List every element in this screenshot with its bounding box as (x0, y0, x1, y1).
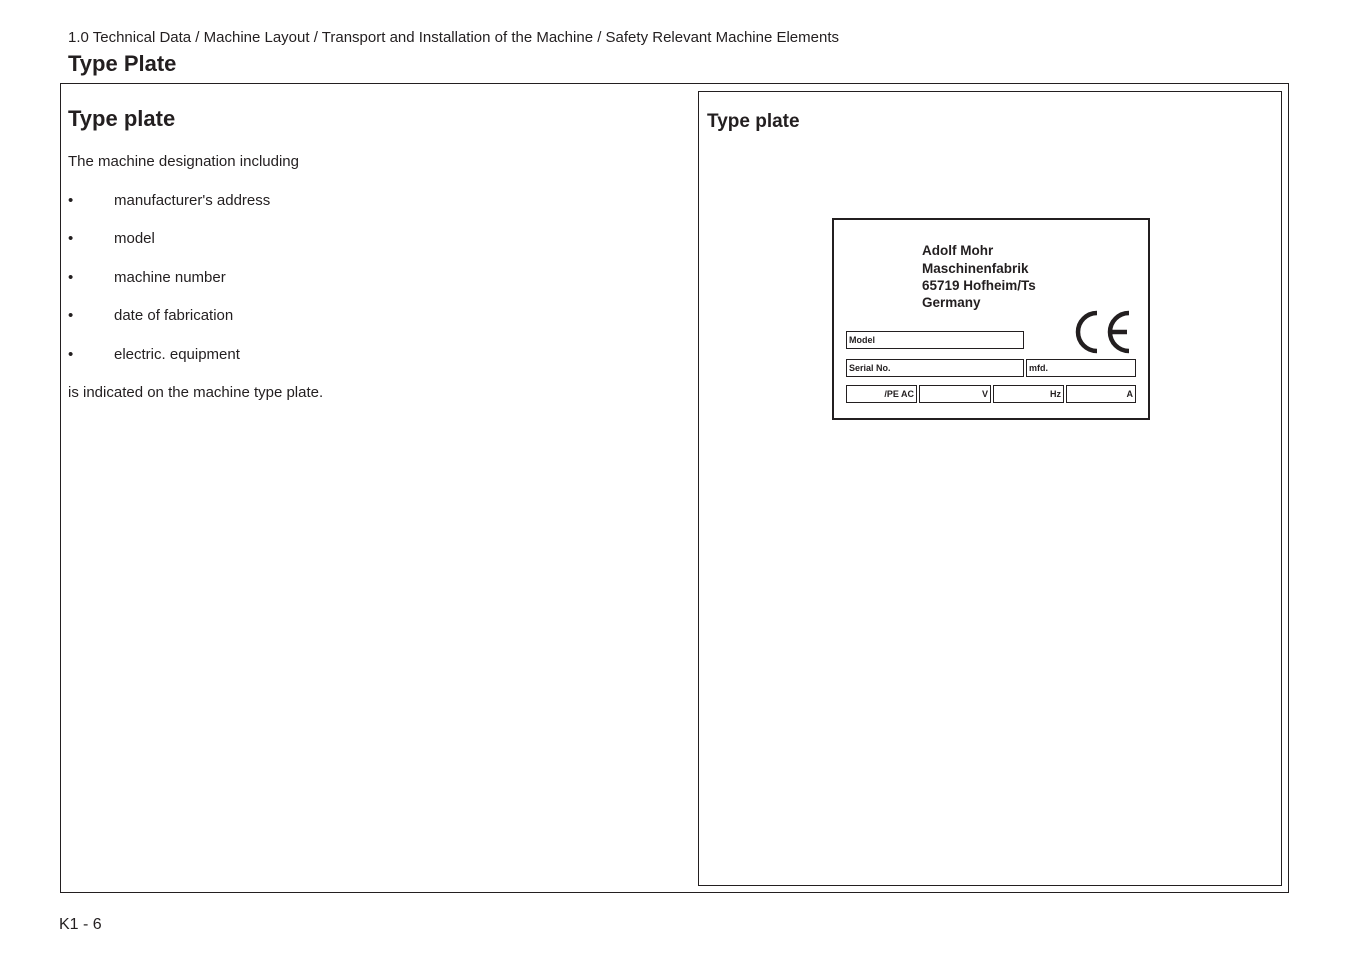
list-item (68, 269, 226, 287)
figure-frame (698, 91, 1282, 886)
list-item (68, 230, 155, 248)
plate-field-volt: V (919, 385, 991, 403)
section-title: Type plate (68, 106, 176, 131)
breadcrumb: 1.0 Technical Data / Machine Layout / Transport and Installation of the Machine / Safety Relevant Machine Elements (68, 29, 839, 46)
bullet-icon: • (68, 307, 74, 324)
plate-field-serial: Serial No. (846, 359, 1024, 377)
plate-address-line: Maschinenfabrik (922, 261, 1029, 276)
bullet-icon: • (68, 269, 74, 286)
ce-mark-icon (1072, 308, 1134, 356)
plate-field-mfd: mfd. (1026, 359, 1136, 377)
plate-address-line: Germany (922, 295, 981, 310)
type-plate (832, 218, 1150, 420)
figure-title: Type plate (707, 111, 800, 132)
plate-field-pe-ac: /PE AC (846, 385, 917, 403)
plate-field-model: Model (846, 331, 1024, 349)
page-number: K1 - 6 (59, 916, 102, 933)
plate-address-line: Adolf Mohr (922, 243, 994, 258)
list-item-label: manufacturer's address (114, 192, 271, 209)
list-item-label: model (114, 230, 155, 247)
bullet-icon: • (68, 192, 74, 209)
list-item (68, 192, 270, 210)
bullet-icon: • (68, 230, 74, 247)
list-item (68, 307, 233, 325)
list-item-label: machine number (114, 269, 226, 286)
plate-field-amp: A (1066, 385, 1136, 403)
outro-text: is indicated on the machine type plate. (68, 384, 324, 401)
list-item-label: electric. equipment (114, 346, 240, 363)
list-item (68, 346, 240, 364)
plate-field-hertz: Hz (993, 385, 1064, 403)
plate-address-line: 65719 Hofheim/Ts (922, 278, 1036, 293)
page-title: Type Plate (68, 51, 177, 76)
bullet-icon: • (68, 346, 74, 363)
intro-text: The machine designation including (68, 153, 299, 170)
list-item-label: date of fabrication (114, 307, 234, 324)
